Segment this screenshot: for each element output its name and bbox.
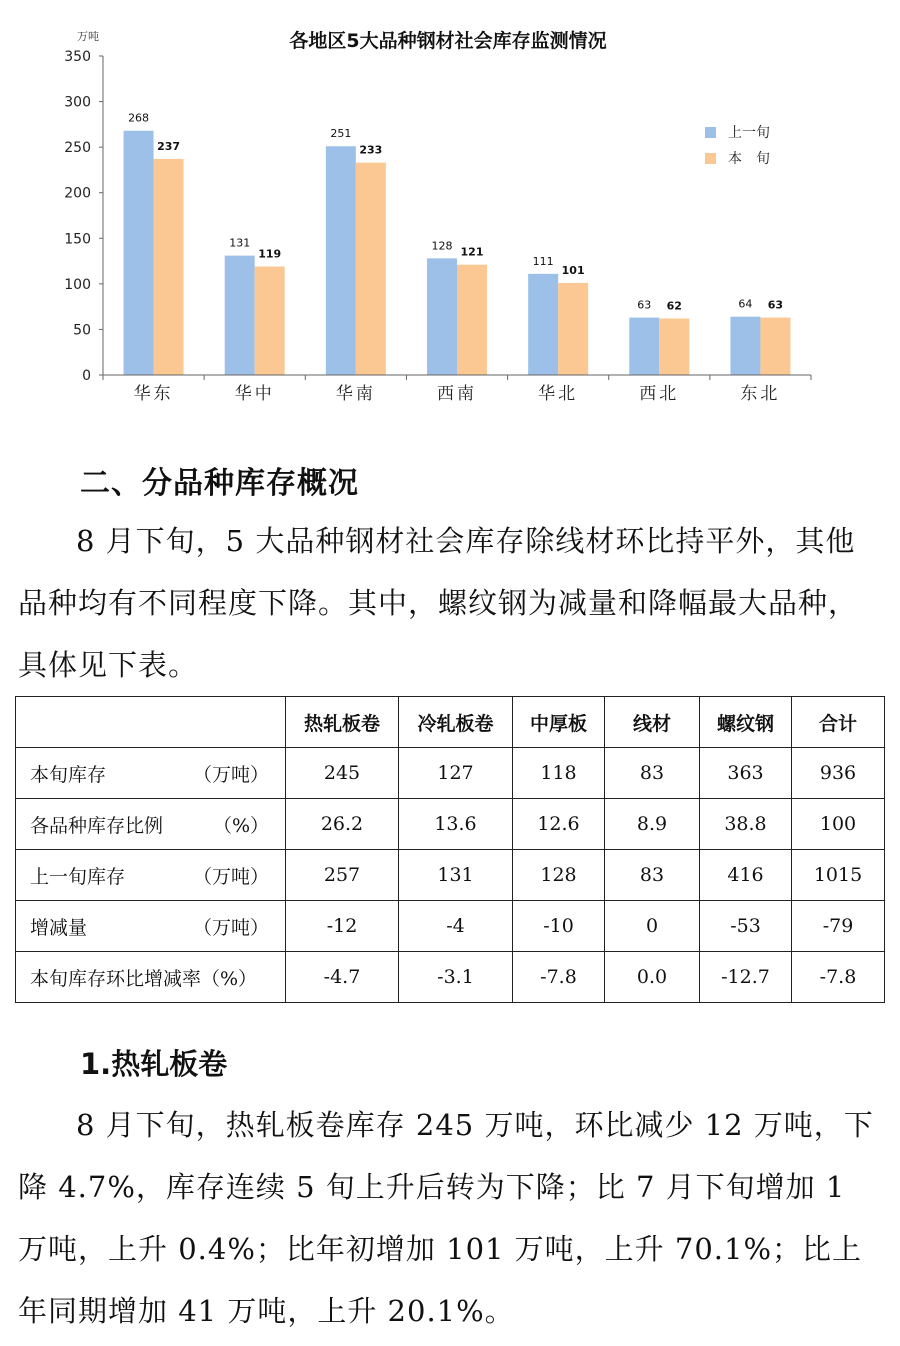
bar-data-label: 62 xyxy=(666,299,682,313)
legend xyxy=(705,125,770,167)
bar-previous-period xyxy=(629,318,659,375)
x-tick-label: 东北 xyxy=(740,384,781,404)
table-cell: 100 xyxy=(792,799,885,850)
legend-swatch-current xyxy=(705,153,716,164)
y-tick-label: 50 xyxy=(73,322,91,339)
bar-previous-period xyxy=(427,258,457,375)
bar-data-label: 121 xyxy=(460,245,484,259)
bar-data-label: 237 xyxy=(157,139,181,153)
table-header-cell: 螺纹钢 xyxy=(700,697,792,748)
bar-current-period xyxy=(558,283,588,375)
table-cell: -4.7 xyxy=(286,952,399,1003)
row-label-cell xyxy=(16,799,286,850)
y-tick-label: 300 xyxy=(64,94,91,111)
bar-current-period xyxy=(659,318,689,375)
table-cell: 245 xyxy=(286,748,399,799)
x-tick-label: 西南 xyxy=(437,384,477,404)
table-cell: 13.6 xyxy=(399,799,513,850)
x-tick-label: 华中 xyxy=(234,384,275,404)
table-cell: -53 xyxy=(700,901,792,952)
table-header-row xyxy=(16,697,885,748)
y-tick-label: 350 xyxy=(64,49,91,65)
bar-data-label: 131 xyxy=(229,236,251,250)
bar-data-label: 64 xyxy=(738,297,753,311)
y-tick-label: 150 xyxy=(64,231,91,248)
table-header-cell xyxy=(16,697,286,748)
table-cell: 0 xyxy=(605,901,700,952)
row-label: 各品种库存比例 xyxy=(30,814,164,837)
y-axis-unit-label: 万吨 xyxy=(77,30,99,43)
row-label-cell xyxy=(16,748,286,799)
table-cell: 128 xyxy=(513,850,605,901)
row-label: 增减量 xyxy=(30,916,88,939)
table-cell: -7.8 xyxy=(792,952,885,1003)
table-cell: 363 xyxy=(700,748,792,799)
row-label-cell xyxy=(16,901,286,952)
table-cell: 12.6 xyxy=(513,799,605,850)
subsection-title: 1.热轧板卷 xyxy=(80,1047,228,1081)
table-row xyxy=(16,850,885,901)
x-tick-label: 西北 xyxy=(639,384,680,404)
x-tick-label: 华东 xyxy=(133,384,174,404)
table-cell: 83 xyxy=(605,850,700,901)
bar-data-label: 128 xyxy=(431,239,453,253)
table-cell: -79 xyxy=(792,901,885,952)
legend-label-prev: 上一旬 xyxy=(728,125,770,141)
table-header-cell: 合计 xyxy=(792,697,885,748)
table-row xyxy=(16,748,885,799)
table-header-cell: 中厚板 xyxy=(513,697,605,748)
bar-current-period xyxy=(356,163,386,375)
row-label: 本旬库存 xyxy=(30,763,107,786)
table-row xyxy=(16,799,885,850)
bar-data-label: 63 xyxy=(637,298,652,312)
y-tick-label: 200 xyxy=(64,185,91,202)
table-cell: -10 xyxy=(513,901,605,952)
table-row xyxy=(16,901,885,952)
table-cell: 0.0 xyxy=(605,952,700,1003)
table-header-cell: 冷轧板卷 xyxy=(399,697,513,748)
bar-data-label: 63 xyxy=(767,298,784,312)
bar-previous-period xyxy=(225,256,255,375)
bar-current-period xyxy=(154,159,184,375)
section-title: 二、分品种库存概况 xyxy=(80,466,359,501)
row-label: 本旬库存环比增减率（%） xyxy=(30,967,258,990)
inventory-table xyxy=(15,696,885,1003)
row-label-cell xyxy=(16,850,286,901)
table-cell: 131 xyxy=(399,850,513,901)
bar-current-period xyxy=(255,267,285,375)
row-unit: （万吨） xyxy=(192,865,269,888)
table-cell: 26.2 xyxy=(286,799,399,850)
y-tick-label: 100 xyxy=(64,276,91,293)
row-unit: （万吨） xyxy=(192,916,269,939)
paragraph-summary: 8 月下旬，5 大品种钢材社会库存除线材环比持平外，其他品种均有不同程度下降。其中，螺纹钢为减量和降幅最大品种，具体见下表。 xyxy=(18,524,859,682)
table-cell: -4 xyxy=(399,901,513,952)
row-unit: （万吨） xyxy=(192,763,269,786)
bar-previous-period xyxy=(528,274,558,375)
x-tick-label: 华南 xyxy=(335,384,376,404)
y-axis-ticks xyxy=(64,49,103,384)
bar-data-label: 119 xyxy=(258,247,282,261)
bar-data-label: 101 xyxy=(561,263,585,277)
bar-data-label: 233 xyxy=(359,143,383,157)
row-label: 上一旬库存 xyxy=(30,865,126,888)
table-cell: 8.9 xyxy=(605,799,700,850)
bar-series xyxy=(124,112,791,375)
table-cell: -12.7 xyxy=(700,952,792,1003)
table-header-cell: 热轧板卷 xyxy=(286,697,399,748)
bar-previous-period xyxy=(124,131,154,375)
table-cell: -3.1 xyxy=(399,952,513,1003)
table-cell: 118 xyxy=(513,748,605,799)
bar-current-period xyxy=(457,265,487,375)
x-axis-ticks xyxy=(103,375,811,404)
bar-data-label: 111 xyxy=(532,254,554,268)
bar-previous-period xyxy=(326,146,356,375)
table-cell: 38.8 xyxy=(700,799,792,850)
y-tick-label: 0 xyxy=(82,368,91,384)
x-tick-label: 华北 xyxy=(538,384,579,404)
table-cell: 127 xyxy=(399,748,513,799)
row-label-cell xyxy=(16,952,286,1003)
table-cell: -12 xyxy=(286,901,399,952)
legend-swatch-prev xyxy=(705,127,716,138)
table-cell: 416 xyxy=(700,850,792,901)
y-tick-label: 250 xyxy=(64,140,91,157)
row-unit: （%） xyxy=(212,814,269,837)
paragraph-hot-rolled: 8 月下旬，热轧板卷库存 245 万吨，环比减少 12 万吨，下降 4.7%，库存连续 5 旬上升后转为下降；比 7 月下旬增加 1 万吨，上升 0.4%；比年初增加 101 万吨，上升 70.1%；比上年同期增加 41 万吨，上升 20.1%。 xyxy=(18,1108,874,1328)
table-cell: 1015 xyxy=(792,850,885,901)
table-cell: 257 xyxy=(286,850,399,901)
bar-previous-period xyxy=(730,317,760,375)
table-cell: 936 xyxy=(792,748,885,799)
table-header-cell: 线材 xyxy=(605,697,700,748)
legend-label-current: 本 旬 xyxy=(728,151,770,167)
table-cell: 83 xyxy=(605,748,700,799)
bar-chart xyxy=(0,0,900,420)
bar-data-label: 268 xyxy=(128,111,150,125)
table-row xyxy=(16,952,885,1003)
chart-title: 各地区5大品种钢材社会库存监测情况 xyxy=(289,30,607,52)
table-cell: -7.8 xyxy=(513,952,605,1003)
bar-data-label: 251 xyxy=(330,127,352,141)
bar-current-period xyxy=(760,318,790,375)
